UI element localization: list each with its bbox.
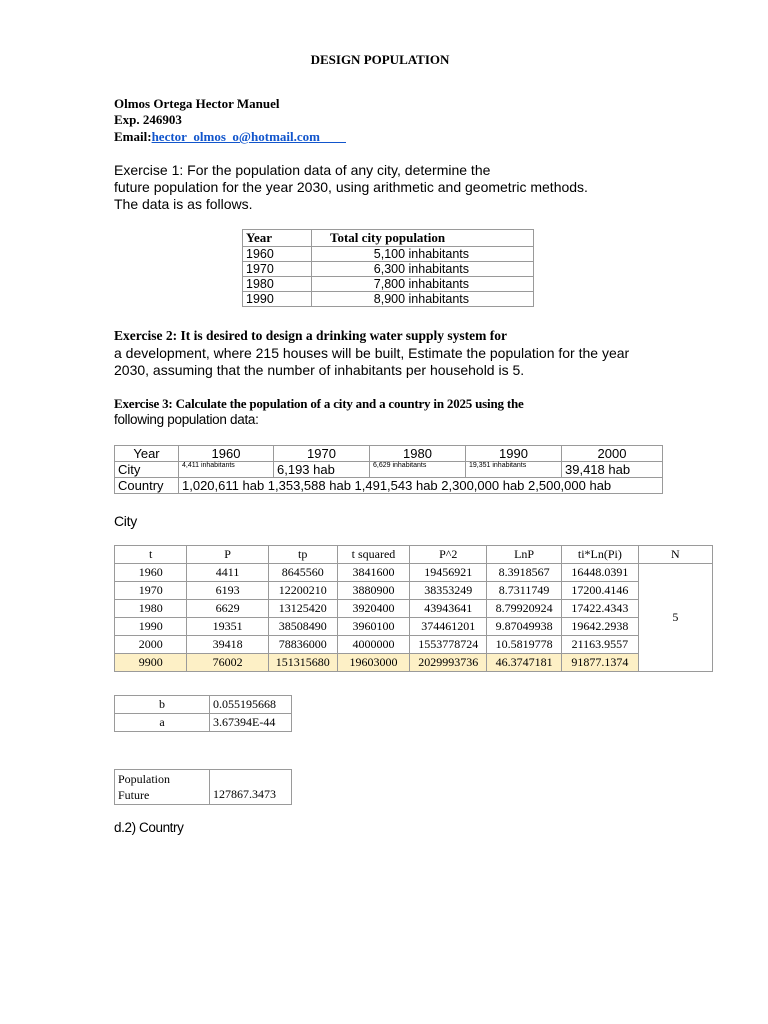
table-cell: 39418	[187, 636, 268, 654]
table-header: t	[115, 546, 187, 564]
table-cell: a	[115, 714, 210, 732]
table-row	[115, 618, 713, 636]
n-value-cell: 5	[638, 564, 712, 672]
table-cell: 4000000	[337, 636, 410, 654]
table-cell: 3920400	[337, 600, 410, 618]
total-cell: 46.3747181	[487, 654, 562, 672]
table-row	[115, 714, 292, 732]
table-row	[115, 636, 713, 654]
table-cell: 17422.4343	[561, 600, 638, 618]
exercise2-line: a development, where 215 houses will be built, Estimate the population for the year	[114, 345, 630, 361]
total-cell: 19603000	[337, 654, 410, 672]
table-cell: 1,020,611 hab 1,353,588 hab 1,491,543 hab 2,300,000 hab 2,500,000 hab	[179, 478, 663, 494]
table-header: Year	[115, 446, 179, 462]
table-cell: 1980	[243, 277, 312, 292]
population-table-ex3	[114, 445, 663, 494]
table-cell: 19,351 inhabitants	[466, 462, 562, 478]
table-cell: Country	[115, 478, 179, 494]
table-header: LnP	[487, 546, 562, 564]
table-cell: 19351	[187, 618, 268, 636]
total-cell: 151315680	[268, 654, 337, 672]
table-cell: 6,629 inhabitants	[370, 462, 466, 478]
future-population-value: 127867.3473	[210, 770, 292, 805]
table-cell: 3841600	[337, 564, 410, 582]
population-label: Population	[118, 772, 171, 786]
table-cell: 13125420	[268, 600, 337, 618]
coefficients-table	[114, 695, 292, 732]
author-name: Olmos Ortega Hector Manuel	[114, 96, 280, 111]
table-cell: 8645560	[268, 564, 337, 582]
exercise1-line: Exercise 1: For the population data of any city, determine the	[114, 162, 491, 178]
table-cell: 6193	[187, 582, 268, 600]
totals-row	[115, 654, 713, 672]
table-row	[115, 478, 663, 494]
table-cell: 4,411 inhabitants	[179, 462, 274, 478]
table-cell: 8,900 inhabitants	[312, 292, 534, 307]
table-cell: 6629	[187, 600, 268, 618]
table-row	[115, 446, 663, 462]
table-header: t squared	[337, 546, 410, 564]
table-header: ti*Ln(Pi)	[561, 546, 638, 564]
exercise3-subtext: following population data:	[114, 412, 259, 427]
table-cell: 19642.2938	[561, 618, 638, 636]
table-row	[115, 462, 663, 478]
table-header: 1990	[466, 446, 562, 462]
table-cell	[115, 770, 210, 805]
table-row	[115, 582, 713, 600]
exercise2-text	[114, 345, 629, 379]
email-label: Email:	[114, 129, 152, 144]
table-cell: b	[115, 696, 210, 714]
table-cell: 78836000	[268, 636, 337, 654]
table-cell: 19456921	[410, 564, 487, 582]
table-cell: 1960	[243, 247, 312, 262]
country-section-label: d.2) Country	[114, 820, 184, 835]
table-cell: 6,300 inhabitants	[312, 262, 534, 277]
city-label: City	[114, 513, 137, 529]
table-row	[115, 600, 713, 618]
table-header: P	[187, 546, 268, 564]
total-cell: 91877.1374	[561, 654, 638, 672]
table-cell: 38508490	[268, 618, 337, 636]
table-cell: 21163.9557	[561, 636, 638, 654]
table-cell: 2000	[115, 636, 187, 654]
table-cell: 8.3918567	[487, 564, 562, 582]
city-calculation-table	[114, 545, 713, 672]
author-email-line	[114, 129, 346, 145]
table-cell: 8.79920924	[487, 600, 562, 618]
table-row	[115, 564, 713, 582]
table-cell: 3.67394E-44	[210, 714, 292, 732]
table-cell: 1990	[243, 292, 312, 307]
email-link[interactable]: hector_olmos_o@hotmail.com	[151, 129, 320, 144]
future-population-table	[114, 769, 292, 805]
exercise2-line: 2030, assuming that the number of inhabitants per household is 5.	[114, 362, 525, 378]
future-label: Future	[118, 788, 150, 802]
table-header: Total city population	[312, 230, 534, 247]
table-cell: 16448.0391	[561, 564, 638, 582]
exercise1-line: future population for the year 2030, using arithmetic and geometric methods.	[114, 179, 588, 195]
table-cell: 374461201	[410, 618, 487, 636]
table-row	[243, 277, 534, 292]
total-cell: 76002	[187, 654, 268, 672]
table-cell: City	[115, 462, 179, 478]
table-row	[243, 247, 534, 262]
table-row	[243, 292, 534, 307]
table-row	[243, 262, 534, 277]
table-header: P^2	[410, 546, 487, 564]
table-row	[115, 696, 292, 714]
table-header: 1960	[179, 446, 274, 462]
population-table-ex1	[242, 229, 534, 307]
total-cell: 2029993736	[410, 654, 487, 672]
table-cell: 12200210	[268, 582, 337, 600]
table-header: N	[638, 546, 712, 564]
table-cell: 10.5819778	[487, 636, 562, 654]
table-row	[115, 770, 292, 805]
table-row	[115, 546, 713, 564]
table-cell: 38353249	[410, 582, 487, 600]
table-cell: 9.87049938	[487, 618, 562, 636]
table-header: 1980	[370, 446, 466, 462]
exercise3-heading: Exercise 3: Calculate the population of a city and a country in 2025 using the	[114, 396, 524, 411]
table-cell: 8.7311749	[487, 582, 562, 600]
exercise2-heading: Exercise 2: It is desired to design a drinking water supply system for	[114, 328, 508, 343]
email-link-underline-tail	[320, 129, 346, 144]
table-cell: 1970	[115, 582, 187, 600]
table-cell: 39,418 hab	[562, 462, 663, 478]
table-cell: 6,193 hab	[274, 462, 370, 478]
table-cell: 0.055195668	[210, 696, 292, 714]
total-cell: 9900	[115, 654, 187, 672]
table-cell: 1980	[115, 600, 187, 618]
table-cell: 5,100 inhabitants	[312, 247, 534, 262]
table-cell: 1970	[243, 262, 312, 277]
table-cell: 43943641	[410, 600, 487, 618]
table-cell: 1960	[115, 564, 187, 582]
page-title: DESIGN POPULATION	[310, 52, 450, 67]
table-cell: 3960100	[337, 618, 410, 636]
author-exp: Exp. 246903	[114, 112, 182, 127]
table-header: 2000	[562, 446, 663, 462]
table-cell: 17200.4146	[561, 582, 638, 600]
table-header: Year	[243, 230, 312, 247]
table-cell: 7,800 inhabitants	[312, 277, 534, 292]
table-cell: 4411	[187, 564, 268, 582]
table-cell: 1990	[115, 618, 187, 636]
exercise1-text	[114, 162, 588, 213]
table-header: 1970	[274, 446, 370, 462]
exercise1-line: The data is as follows.	[114, 196, 253, 212]
table-cell: 1553778724	[410, 636, 487, 654]
table-header: tp	[268, 546, 337, 564]
table-cell: 3880900	[337, 582, 410, 600]
